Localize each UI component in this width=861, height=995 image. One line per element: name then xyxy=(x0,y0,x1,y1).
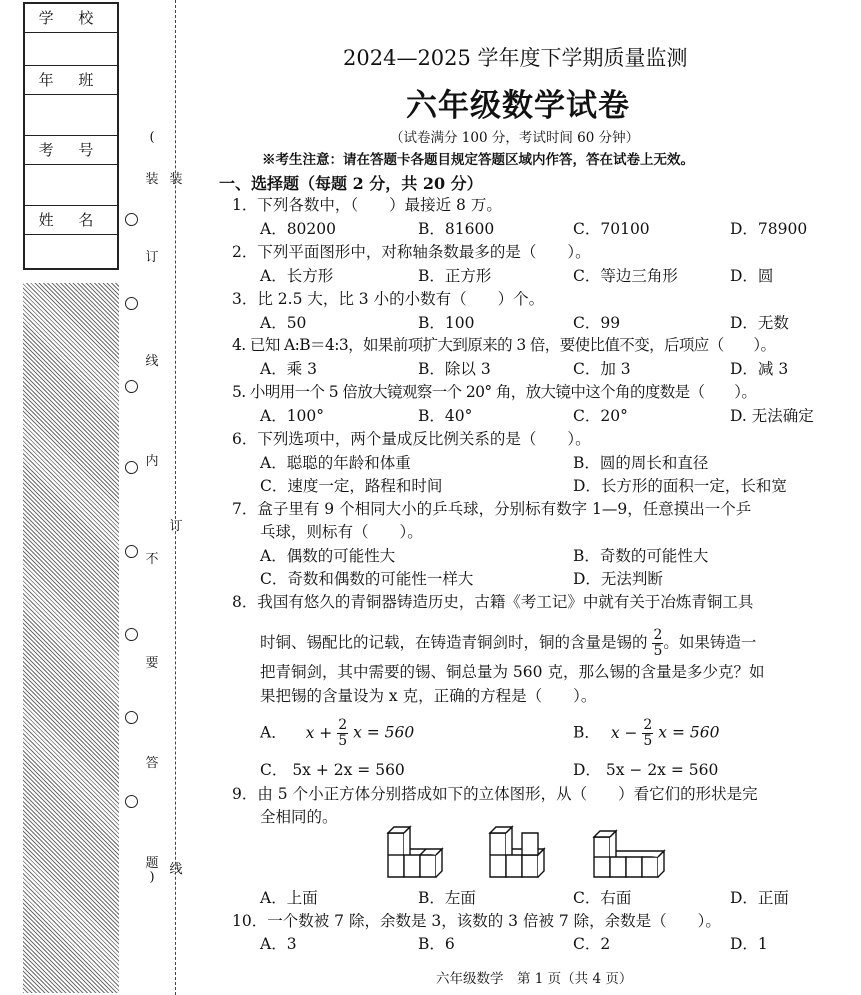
option-a[interactable]: A．100° xyxy=(260,407,325,425)
option-label: B． xyxy=(573,723,600,742)
name-field[interactable] xyxy=(25,235,117,268)
option-d[interactable]: D．减 3 xyxy=(730,360,789,378)
option-a[interactable]: A．乘 3 xyxy=(260,360,317,378)
option-b[interactable]: B．圆的周长和直径 xyxy=(573,454,709,472)
question-9-line-2: 全相同的。 xyxy=(260,808,338,826)
option-a[interactable]: A．80200 xyxy=(260,220,337,238)
question-10: 10．一个数被 7 除，余数是 3，该数的 3 倍被 7 除，余数是（ ）。 xyxy=(232,912,721,930)
page-footer: 六年级数学 第 1 页（共 4 页） xyxy=(436,971,633,987)
exam-meta: （试卷满分 100 分，考试时间 60 分钟） xyxy=(390,130,640,146)
cube-figures xyxy=(380,823,680,885)
option-a[interactable]: A．长方形 xyxy=(260,267,334,285)
seal-close: ) xyxy=(149,870,155,885)
option-d[interactable] xyxy=(573,758,718,780)
option-a[interactable]: A．偶数的可能性大 xyxy=(260,547,396,565)
binding-hole-icon xyxy=(125,711,138,724)
binding-hole-icon xyxy=(125,545,138,558)
option-b[interactable]: B．6 xyxy=(418,935,455,953)
binding-hole-icon xyxy=(125,628,138,641)
option-c[interactable]: C．速度一定，路程和时间 xyxy=(260,477,443,495)
option-b[interactable]: B．81600 xyxy=(418,220,495,238)
equation: 5x + 2x = 560 xyxy=(292,761,405,779)
exam-year-heading: 2024—2025 学年度下学期质量监测 xyxy=(343,46,688,70)
option-b[interactable]: B．正方形 xyxy=(418,267,492,285)
question-8-line-3: 把青铜剑，其中需要的锡、铜总量为 560 克，那么锡的含量是多少克？如 xyxy=(260,663,765,681)
option-b[interactable]: B．除以 3 xyxy=(418,360,491,378)
class-label: 年 班 xyxy=(25,66,117,95)
cube-figure-3 xyxy=(594,831,664,877)
option-label: C． xyxy=(260,761,288,779)
option-label: D． xyxy=(573,761,601,779)
option-c[interactable]: C．2 xyxy=(573,935,611,953)
option-c[interactable]: C．70100 xyxy=(573,220,650,238)
exam-number-field[interactable] xyxy=(25,165,117,206)
equation-part: x = 560 xyxy=(658,723,720,742)
fraction-denominator: 5 xyxy=(643,733,653,749)
option-c[interactable] xyxy=(260,758,405,780)
option-d[interactable]: D．长方形的面积一定，长和宽 xyxy=(573,477,787,495)
binding-hole-icon xyxy=(125,213,138,226)
fraction xyxy=(642,718,653,749)
option-b[interactable]: B．左面 xyxy=(418,889,476,907)
option-d[interactable]: D．1 xyxy=(730,935,768,953)
option-d[interactable]: D．78900 xyxy=(730,220,808,238)
fraction-numerator: 2 xyxy=(643,717,653,733)
section-title: 一、选择题（每题 2 分，共 20 分） xyxy=(219,174,483,193)
question-6: 6．下列选项中，两个量成反比例关系的是（ ）。 xyxy=(232,430,591,448)
binding-hole-icon xyxy=(125,380,138,393)
seal-char: 订 xyxy=(145,250,159,265)
binding-hole-icon xyxy=(125,461,138,474)
option-a[interactable] xyxy=(260,718,414,749)
fraction-denominator: 5 xyxy=(653,643,663,659)
equation-part: x = 560 xyxy=(353,723,415,742)
question-4: 4. 已知 A:B＝4:3，如果前项扩大到原来的 3 倍，要使比值不变，后项应（ ）。 xyxy=(232,336,776,354)
option-d[interactable]: D．无法判断 xyxy=(573,570,663,588)
question-8-line-4: 果把锡的含量设为 x 克，正确的方程是（ ）。 xyxy=(260,687,597,705)
option-b[interactable]: B．100 xyxy=(418,314,475,332)
option-c[interactable]: C．加 3 xyxy=(573,360,631,378)
question-1: 1．下列各数中，（ ）最接近 8 万。 xyxy=(232,196,502,214)
question-8-text: 时铜、锡配比的记载，在铸造青铜剑时，铜的含量是锡的 xyxy=(260,633,648,652)
question-5: 5. 小明用一个 5 倍放大镜观察一个 20° 角，放大镜中这个角的度数是（ ）。 xyxy=(232,383,757,401)
option-b[interactable]: B．40° xyxy=(418,407,473,425)
option-d[interactable]: D. 无法确定 xyxy=(730,407,814,425)
name-label: 姓 名 xyxy=(25,206,117,235)
seal-char: 装 xyxy=(169,172,183,187)
seal-char: 订 xyxy=(169,519,183,534)
option-c[interactable]: C．奇数和偶数的可能性一样大 xyxy=(260,570,474,588)
question-9-line-1: 9．由 5 个小正方体分别搭成如下的立体图形，从（ ）看它们的形状是完 xyxy=(232,785,758,803)
page-title: 六年级数学试卷 xyxy=(406,88,630,124)
option-c[interactable]: C．等边三角形 xyxy=(573,267,678,285)
seal-open: ( xyxy=(149,130,155,145)
binding-hole-icon xyxy=(125,795,138,808)
seal-char: 题 xyxy=(145,856,159,871)
equation: 5x − 2x = 560 xyxy=(605,761,719,779)
option-c[interactable]: C．右面 xyxy=(573,889,632,907)
option-a[interactable]: A．聪聪的年龄和体重 xyxy=(260,454,411,472)
fraction xyxy=(337,718,348,749)
binding-cut-line xyxy=(175,0,176,995)
student-info-table xyxy=(23,2,119,270)
seal-char: 线 xyxy=(169,862,183,877)
class-field[interactable] xyxy=(25,95,117,136)
exam-number-label: 考 号 xyxy=(25,136,117,165)
option-label: A． xyxy=(260,723,287,742)
option-a[interactable]: A．50 xyxy=(260,314,307,332)
question-3: 3．比 2.5 大，比 3 小的小数有（ ）个。 xyxy=(232,290,545,308)
cube-figure-1 xyxy=(388,827,442,877)
seal-char: 装 xyxy=(145,172,159,187)
question-8-line-2 xyxy=(260,628,756,659)
binding-hole-icon xyxy=(125,297,138,310)
fraction-denominator: 5 xyxy=(338,733,348,749)
seal-char: 内 xyxy=(145,454,159,469)
fraction-numerator: 2 xyxy=(338,717,348,733)
option-d[interactable]: D．正面 xyxy=(730,889,789,907)
option-c[interactable]: C．20° xyxy=(573,407,628,425)
school-label: 学 校 xyxy=(25,4,117,33)
fraction-numerator: 2 xyxy=(653,627,663,643)
exam-notice: ※考生注意：请在答题卡各题目规定答题区域内作答，答在试卷上无效。 xyxy=(262,152,694,168)
option-c[interactable]: C．99 xyxy=(573,314,621,332)
option-a[interactable]: A．上面 xyxy=(260,889,318,907)
seal-char: 要 xyxy=(145,656,159,671)
option-b[interactable] xyxy=(573,718,719,749)
school-field[interactable] xyxy=(25,33,117,66)
option-d[interactable]: D．无数 xyxy=(730,314,789,332)
seal-char: 答 xyxy=(145,756,159,771)
seal-char: 不 xyxy=(145,552,159,567)
equation-part: x + xyxy=(305,723,333,742)
question-2: 2．下列平面图形中，对称轴条数最多的是（ ）。 xyxy=(232,243,591,261)
option-d[interactable]: D．圆 xyxy=(730,267,774,285)
question-8-text: 。如果铸造一 xyxy=(663,633,757,652)
option-a[interactable]: A．3 xyxy=(260,935,297,953)
option-b[interactable]: B．奇数的可能性大 xyxy=(573,547,709,565)
seal-char: 线 xyxy=(145,354,159,369)
cube-figure-2 xyxy=(490,827,544,877)
question-7-line-2: 乓球，则标有（ ）。 xyxy=(260,523,423,541)
equation-part: x − xyxy=(610,723,638,742)
fraction xyxy=(652,628,663,659)
question-8-line-1: 8．我国有悠久的青铜器铸造历史，古籍《考工记》中就有关于冶炼青铜工具 xyxy=(232,593,754,611)
question-7-line-1: 7．盒子里有 9 个相同大小的乒乓球，分别标有数字 1—9，任意摸出一个乒 xyxy=(232,500,752,518)
binding-hatch xyxy=(23,283,119,993)
